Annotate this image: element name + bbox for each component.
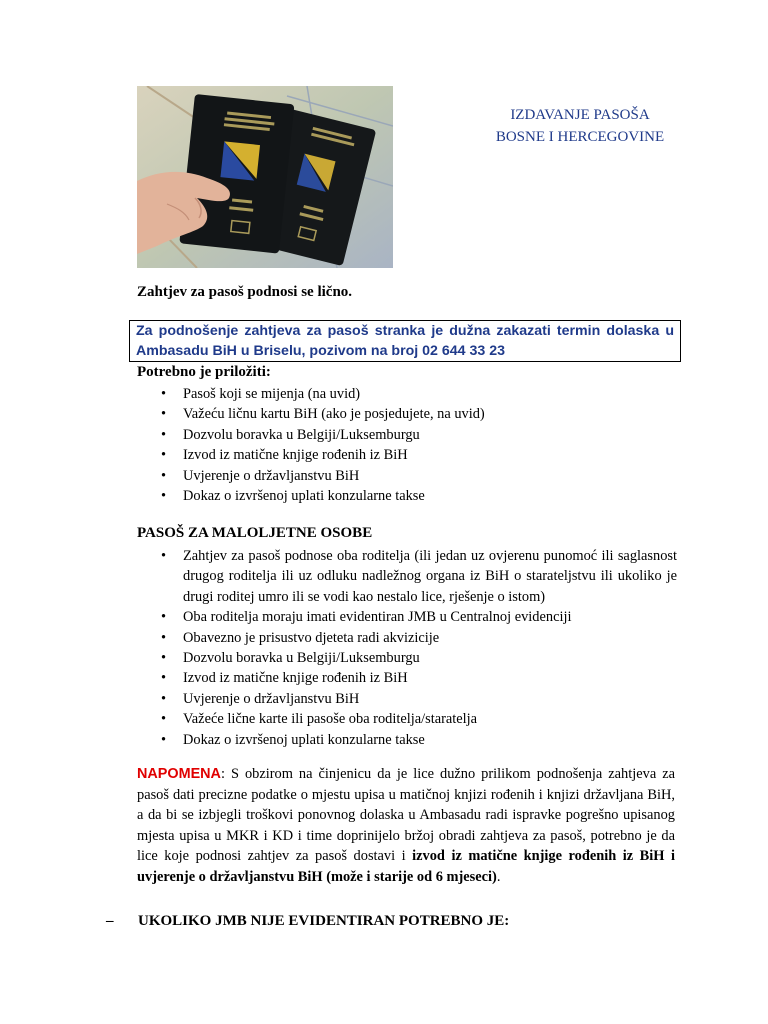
bullet-icon: •	[161, 447, 167, 464]
list-item-text: Dozvolu boravka u Belgiji/Luksemburgu	[183, 650, 420, 667]
bullet-icon: •	[161, 609, 167, 626]
list-item-text: Zahtjev za pasoš podnose oba roditelja (ili jedan uz ovjerenu punomoć ili saglasnost drugog roditelja ili uz odluku nadležnog organa iz BiH o starateljstvu ili ukoliko je drugi roditej umro ili se vodi kao nestalo lice, rješenje o istom)	[183, 548, 677, 605]
required-heading: Potrebno je priložiti:	[137, 364, 271, 380]
list-item-text: Važeće lične karte ili pasoše oba roditelja/staratelja	[183, 711, 478, 728]
bullet-icon: •	[161, 467, 167, 484]
bullet-icon: •	[161, 650, 167, 667]
list-item-text: Uvjerenje o državljanstvu BiH	[183, 467, 360, 484]
list-item-text: Dozvolu boravka u Belgiji/Luksemburgu	[183, 426, 420, 443]
note-text: : S obzirom na činjenicu da je lice dužno prilikom podnošenja zahtjeva za pasoš dati precizne podatke o mjestu upisa u matičnoj knjizi rođenih i knjizi državljana BiH, a da bi se izbjegli troškovi ponovnog dolaska u Ambasadu radi ispravke pogrešno upisanog mjesta upisa u MKR i KD i time doprinijelo bržoj obradi zahtjeva za pasoš, potrebno je da lice koje podnosi zahtjev za pasoš dostavi i	[137, 766, 675, 865]
passport-image	[137, 86, 393, 268]
list-item	[161, 709, 677, 729]
dash-bullet: –	[106, 913, 114, 929]
list-item-text: Izvod iz matične knjige rođenih iz BiH	[183, 447, 408, 464]
list-item-text: Obavezno je prisustvo djeteta radi akvizicije	[183, 629, 440, 646]
passport-photo	[137, 86, 393, 268]
list-item-text: Dokaz o izvršenoj uplati konzularne takse	[183, 731, 425, 748]
note-end: .	[496, 868, 501, 885]
bullet-icon: •	[161, 670, 167, 687]
intro-text: Zahtjev za pasoš podnosi se lično.	[137, 284, 353, 300]
list-item	[161, 628, 677, 648]
list-item-text: Pasoš koji se mijenja (na uvid)	[183, 386, 361, 402]
appointment-notice-text: Za podnošenje zahtjeva za pasoš stranka je dužna zakazati termin dolaska u Ambasadu BiH u Briselu, pozivom na broj 02 644 33 23	[136, 323, 674, 359]
list-item	[161, 404, 663, 424]
list-item-text: Dokaz o izvršenoj uplati konzularne takse	[183, 488, 425, 505]
bullet-icon: •	[161, 690, 167, 707]
appointment-notice-box	[129, 320, 681, 362]
list-item	[161, 668, 677, 688]
list-item	[161, 486, 663, 506]
list-item-text: Izvod iz matične knjige rođenih iz BiH	[183, 670, 408, 687]
bullet-icon: •	[161, 629, 167, 646]
document-title	[480, 104, 680, 148]
list-item	[161, 445, 663, 465]
bullet-icon: •	[161, 386, 167, 402]
bullet-icon: •	[161, 548, 167, 564]
title-line-2: BOSNE I HERCEGOVINE	[495, 129, 665, 145]
list-item	[161, 730, 677, 750]
list-item-text: Oba roditelja moraju imati evidentiran JMB u Centralnoj evidenciji	[183, 609, 572, 626]
list-item-text: Uvjerenje o državljanstvu BiH	[183, 690, 360, 707]
list-item	[161, 466, 663, 486]
bullet-icon: •	[161, 406, 167, 423]
jmb-heading-text: UKOLIKO JMB NIJE EVIDENTIRAN POTREBNO JE:	[138, 913, 510, 929]
bullet-icon: •	[161, 426, 167, 443]
title-line-1: IZDAVANJE PASOŠA	[510, 107, 650, 123]
note-bold-text: izvod iz matične knjige rođenih iz BiH i uvjerenje o državljanstvu BiH (može i starije od 6 mjeseci)	[137, 848, 675, 885]
list-item-text: Važeću ličnu kartu BiH (ako je posjedujete, na uvid)	[183, 406, 485, 423]
note-label: NAPOMENA	[137, 766, 221, 782]
list-item	[161, 425, 663, 445]
list-item	[161, 384, 663, 404]
list-item	[161, 689, 677, 709]
list-item	[161, 607, 677, 627]
bullet-icon: •	[161, 731, 167, 748]
list-item	[161, 546, 677, 607]
minors-list	[161, 546, 677, 750]
list-item	[161, 648, 677, 668]
bullet-icon: •	[161, 488, 167, 505]
required-list	[161, 384, 663, 506]
note-paragraph	[137, 764, 675, 888]
bullet-icon: •	[161, 711, 167, 728]
jmb-heading	[106, 913, 509, 930]
minors-heading: PASOŠ ZA MALOLJETNE OSOBE	[137, 525, 373, 541]
